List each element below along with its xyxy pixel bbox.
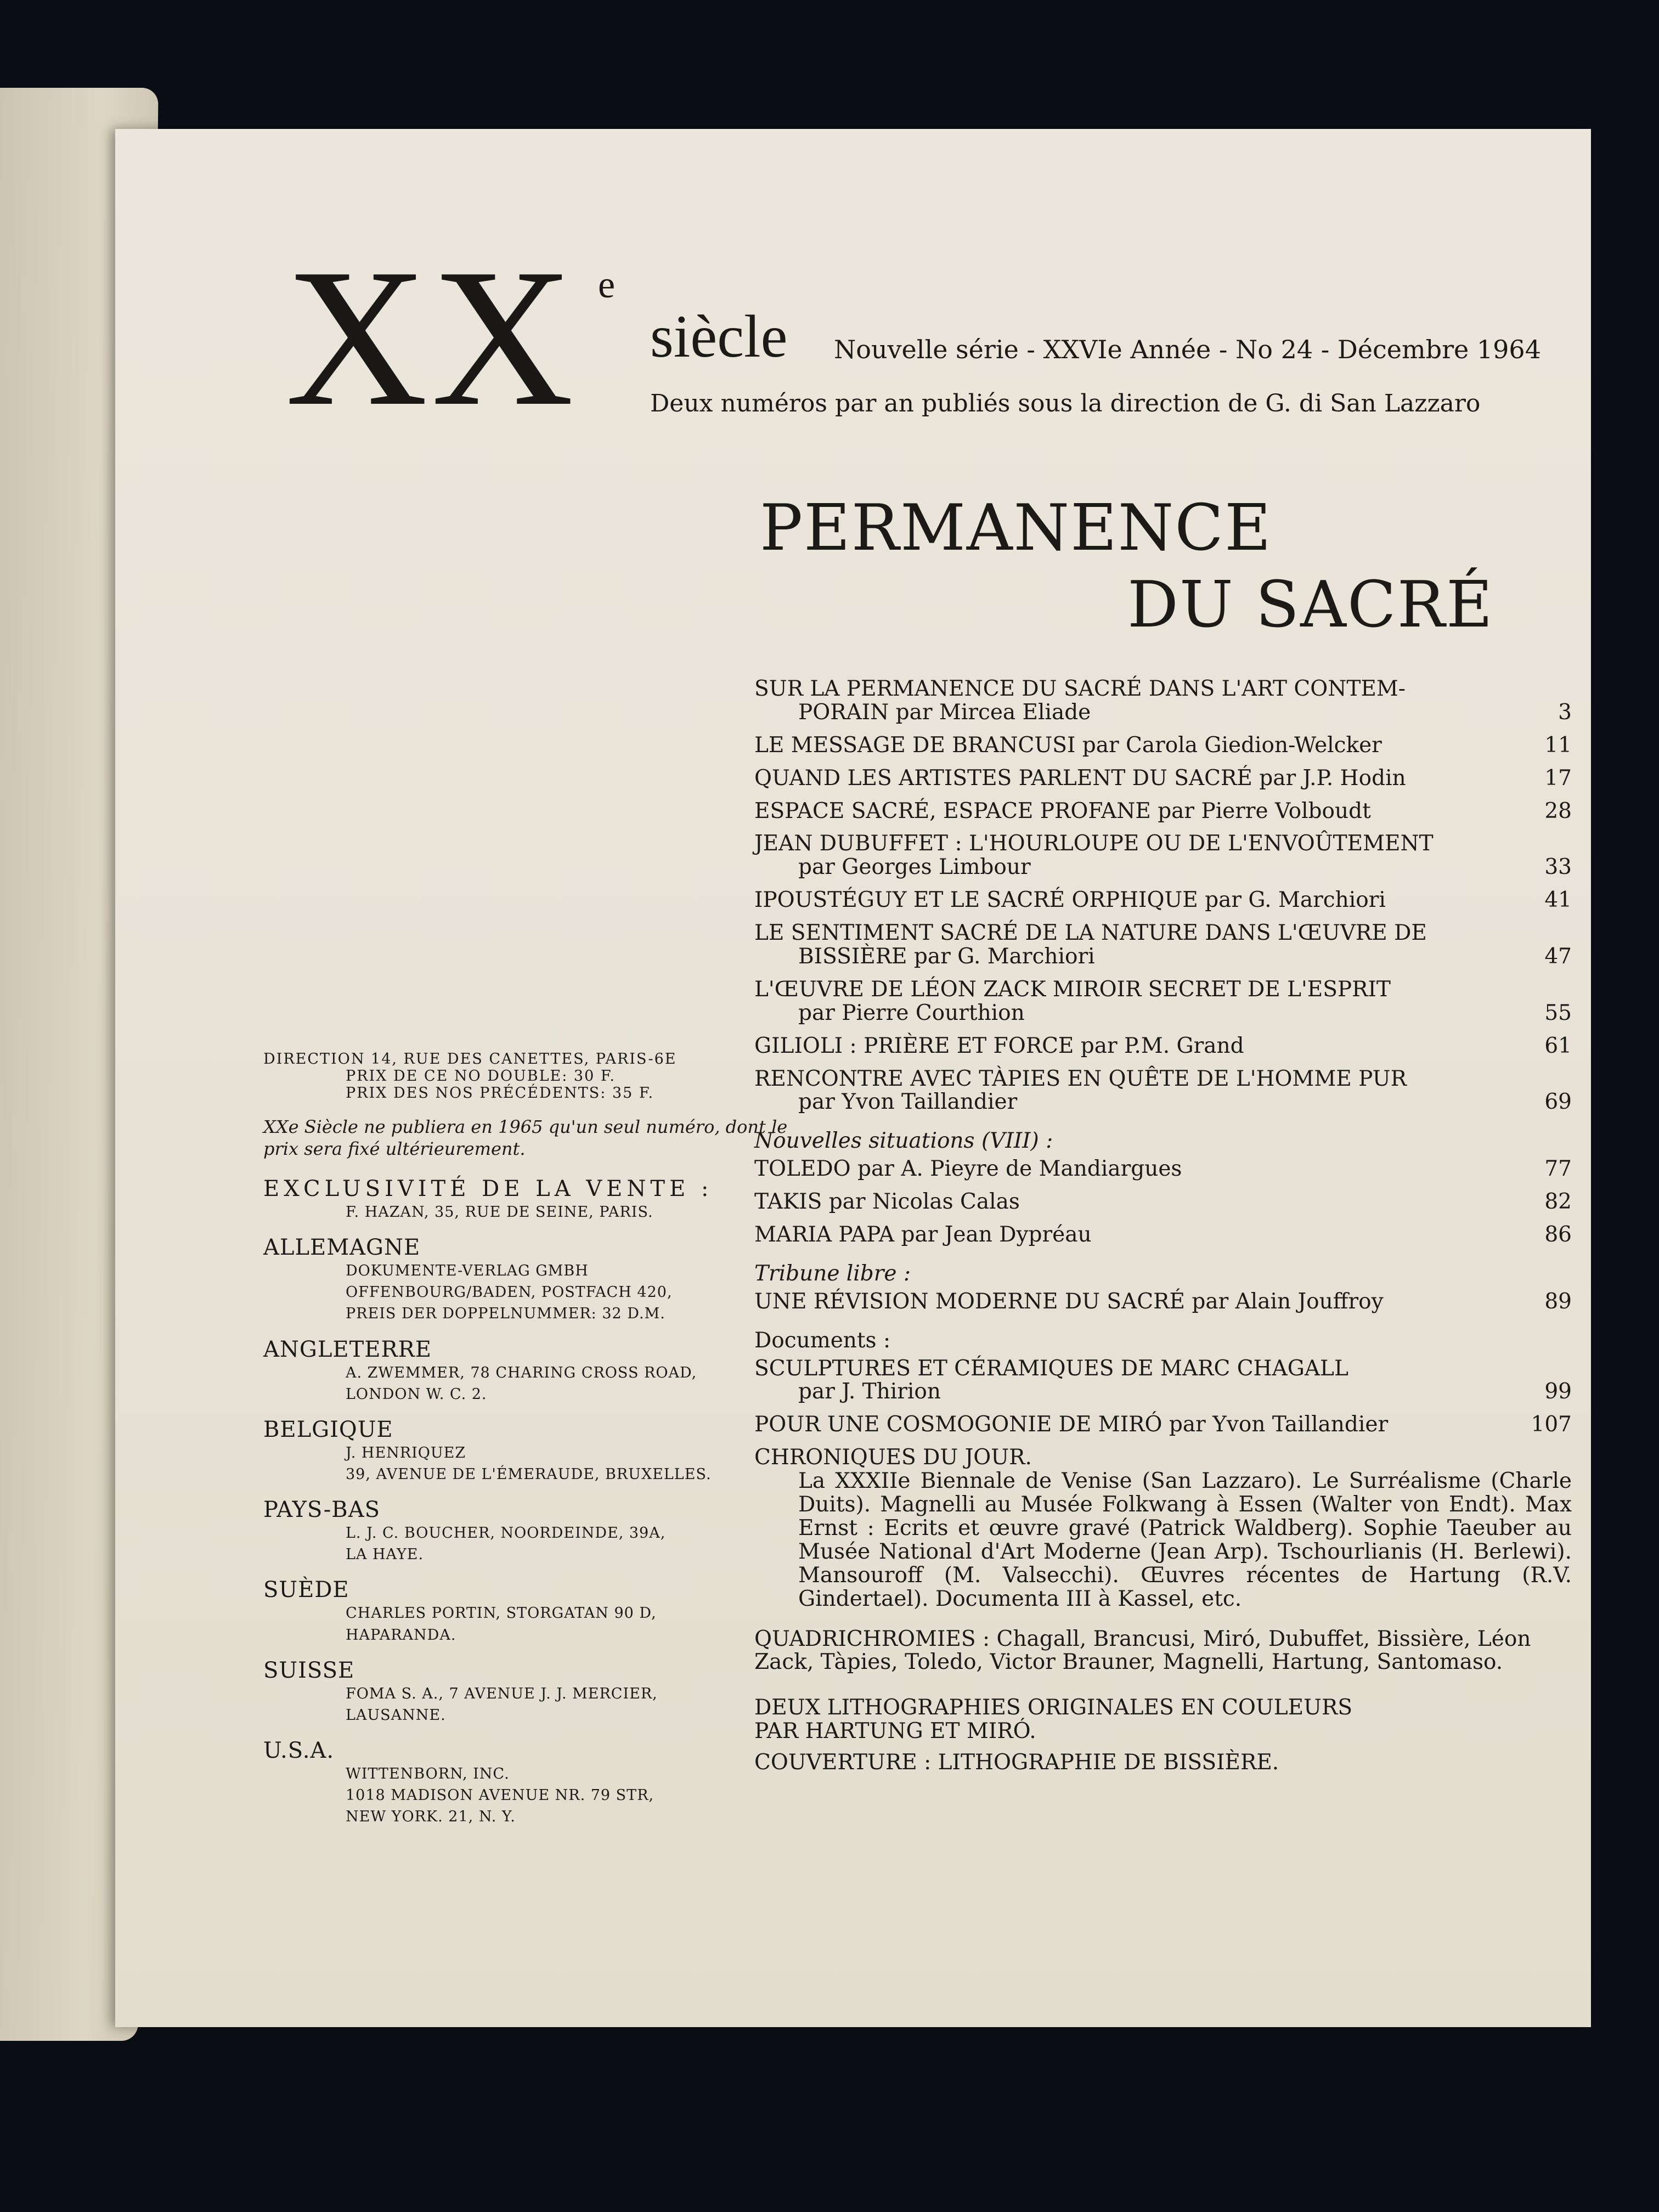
editorial-direction: Deux numéros par an publiés sous la direction de G. di San Lazzaro bbox=[650, 390, 1481, 417]
toc-entry-text bbox=[754, 832, 1528, 879]
toc-documents-list bbox=[754, 1357, 1572, 1437]
distributor-address-line: LONDON W. C. 2. bbox=[346, 1385, 487, 1403]
distributors-list bbox=[263, 1235, 817, 1827]
masthead-logo: XX bbox=[285, 228, 577, 447]
country-name: PAYS-BAS bbox=[263, 1497, 380, 1523]
toc-page-number: 11 bbox=[1544, 732, 1572, 758]
section-documents: Documents : bbox=[754, 1328, 891, 1353]
section-tribune: Tribune libre : bbox=[754, 1261, 911, 1286]
toc-entry-line2: PORAIN par Mircea Eliade bbox=[798, 699, 1091, 725]
toc-tribune-list bbox=[754, 1290, 1572, 1314]
toc-entry bbox=[754, 978, 1572, 1025]
toc-page-number: 47 bbox=[1544, 944, 1572, 969]
toc-entry bbox=[754, 767, 1572, 791]
direction-address: DIRECTION 14, RUE DES CANETTES, PARIS-6E bbox=[263, 1051, 677, 1068]
masthead-superscript: e bbox=[598, 264, 616, 306]
toc-entry-line2: par Pierre Courthion bbox=[798, 1000, 1025, 1025]
toc-page-number: 28 bbox=[1544, 798, 1572, 823]
quadrichromies-body: Chagall, Brancusi, Miró, Dubuffet, Bissière, Léon Zack, Tàpies, Toledo, Victor Brauner, Magnelli, Hartung, Santomaso. bbox=[754, 1626, 1531, 1675]
magazine-page bbox=[115, 129, 1591, 2027]
toc-entry-text bbox=[754, 1158, 1528, 1181]
lithographies-line2: PAR HARTUNG ET MIRÓ. bbox=[754, 1719, 1036, 1744]
distributor-address-line: A. ZWEMMER, 78 CHARING CROSS ROAD, bbox=[346, 1364, 697, 1381]
toc-page-number: 86 bbox=[1544, 1222, 1572, 1248]
toc-entry-line1: QUAND LES ARTISTES PARLENT DU SACRÉ par J.P. Hodin bbox=[754, 765, 1406, 791]
toc-entry bbox=[754, 1190, 1572, 1214]
toc-page-number: 69 bbox=[1544, 1090, 1572, 1115]
toc-entry bbox=[754, 832, 1572, 879]
issue-title-line1: PERMANENCE bbox=[760, 491, 1272, 565]
toc-page-number: 55 bbox=[1544, 1000, 1572, 1025]
toc-entry-line1: RENCONTRE AVEC TÀPIES EN QUÊTE DE L'HOMME PUR bbox=[754, 1066, 1407, 1091]
table-of-contents bbox=[754, 678, 1572, 1775]
distributor-address-line: CHARLES PORTIN, STORGATAN 90 D, bbox=[346, 1605, 657, 1622]
toc-entry-text bbox=[754, 1357, 1528, 1404]
toc-entry-line2: par J. Thirion bbox=[798, 1379, 941, 1404]
toc-entry-line1: SCULPTURES ET CÉRAMIQUES DE MARC CHAGALL bbox=[754, 1356, 1348, 1381]
chroniques-body: La XXXIIe Biennale de Venise (San Lazzaro). Le Surréalisme (Charle Duits). Magnelli au Musée Folkwang à Essen (Walter von Endt). Max Ernst : Ecrits et œuvre gravé (Patrick Waldberg). Sophie Taeuber au Musée National d'Art Moderne (Jean Arp). Tschourlianis (H. Berlewi). Mansouroff (M. Valsecchi). Œuvres récentes de Hartung (R.V. Gindertael). Documenta III à Kassel, etc. bbox=[798, 1469, 1572, 1611]
toc-entry bbox=[754, 734, 1572, 758]
price-previous: PRIX DES NOS PRÉCÉDENTS: 35 F. bbox=[346, 1085, 654, 1102]
distributor-address-line: DOKUMENTE-VERLAG GMBH bbox=[346, 1262, 589, 1280]
toc-entry-text bbox=[754, 1290, 1528, 1314]
distributor-address-line: L. J. C. BOUCHER, NOORDEINDE, 39A, bbox=[346, 1525, 666, 1542]
toc-entry-line1: ESPACE SACRÉ, ESPACE PROFANE par Pierre Volboudt bbox=[754, 798, 1371, 823]
toc-entry bbox=[754, 1158, 1572, 1181]
toc-entry-line1: TAKIS par Nicolas Calas bbox=[754, 1189, 1020, 1215]
toc-entry-text bbox=[754, 1035, 1528, 1058]
couverture-line: COUVERTURE : LITHOGRAPHIE DE BISSIÈRE. bbox=[754, 1750, 1279, 1775]
distributor-address-line: WITTENBORN, INC. bbox=[346, 1765, 510, 1782]
toc-page-number: 82 bbox=[1544, 1189, 1572, 1215]
toc-entry bbox=[754, 800, 1572, 823]
distributor-address-line: 1018 MADISON AVENUE NR. 79 STR, bbox=[346, 1787, 654, 1804]
toc-entry bbox=[754, 922, 1572, 969]
toc-entry-line2: par Georges Limbour bbox=[798, 855, 1031, 880]
toc-entry-text bbox=[754, 734, 1528, 758]
toc-page-number: 33 bbox=[1544, 855, 1572, 880]
exclusivite-address: F. HAZAN, 35, RUE DE SEINE, PARIS. bbox=[346, 1204, 653, 1221]
toc-entry-line1: LE MESSAGE DE BRANCUSI par Carola Giedion-Welcker bbox=[754, 732, 1382, 758]
price-current: PRIX DE CE NO DOUBLE: 30 F. bbox=[346, 1068, 616, 1085]
toc-entry-text bbox=[754, 1223, 1528, 1247]
toc-entry-line1: GILIOLI : PRIÈRE ET FORCE par P.M. Grand bbox=[754, 1033, 1244, 1058]
toc-entry-line1: UNE RÉVISION MODERNE DU SACRÉ par Alain Jouffroy bbox=[754, 1289, 1384, 1314]
toc-entry-line2: par Yvon Taillandier bbox=[798, 1090, 1018, 1115]
toc-page-number: 107 bbox=[1531, 1412, 1572, 1437]
toc-nouvelles-list bbox=[754, 1158, 1572, 1247]
country-name: ANGLETERRE bbox=[263, 1336, 432, 1362]
country-name: BELGIQUE bbox=[263, 1417, 393, 1442]
toc-entry-line1: TOLEDO par A. Pieyre de Mandiargues bbox=[754, 1156, 1182, 1182]
distributor-address-line: OFFENBOURG/BADEN, POSTFACH 420, bbox=[346, 1284, 673, 1301]
toc-entry-text bbox=[754, 678, 1528, 725]
toc-entry-line1: POUR UNE COSMOGONIE DE MIRÓ par Yvon Taillandier bbox=[754, 1412, 1389, 1437]
toc-main-list bbox=[754, 678, 1572, 1114]
section-nouvelles: Nouvelles situations (VIII) : bbox=[754, 1128, 1053, 1154]
distributor-address-line: NEW YORK. 21, N. Y. bbox=[346, 1808, 516, 1826]
toc-entry-line1: LE SENTIMENT SACRÉ DE LA NATURE DANS L'ŒUVRE DE bbox=[754, 921, 1427, 946]
toc-page-number: 3 bbox=[1558, 699, 1572, 725]
quadrichromies-block bbox=[754, 1628, 1572, 1675]
distributor-address-line: HAPARANDA. bbox=[346, 1626, 456, 1644]
toc-entry-text bbox=[754, 889, 1528, 912]
toc-entry bbox=[754, 1413, 1572, 1437]
quadrichromies-head: QUADRICHROMIES : bbox=[754, 1626, 990, 1651]
distributor-address-line: 39, AVENUE DE L'ÉMERAUDE, BRUXELLES. bbox=[346, 1465, 712, 1483]
toc-entry-text bbox=[754, 1068, 1528, 1115]
distributor-address-line: PREIS DER DOPPELNUMMER: 32 D.M. bbox=[346, 1305, 665, 1323]
toc-entry-line1: MARIA PAPA par Jean Dypréau bbox=[754, 1222, 1092, 1248]
toc-entry bbox=[754, 1068, 1572, 1115]
toc-entry-line1: SUR LA PERMANENCE DU SACRÉ DANS L'ART CONTEM- bbox=[754, 676, 1406, 701]
toc-page-number: 17 bbox=[1544, 765, 1572, 791]
toc-page-number: 41 bbox=[1544, 888, 1572, 913]
distributor-address-line: FOMA S. A., 7 AVENUE J. J. MERCIER, bbox=[346, 1685, 658, 1702]
masthead-siecle: siècle bbox=[650, 303, 788, 370]
toc-entry-text bbox=[754, 767, 1528, 791]
toc-entry-text bbox=[754, 1413, 1528, 1437]
country-name: ALLEMAGNE bbox=[263, 1235, 421, 1261]
toc-entry-text bbox=[754, 800, 1528, 823]
publisher-info bbox=[263, 1051, 817, 1827]
toc-entry bbox=[754, 1290, 1572, 1314]
exclusivite-heading: EXCLUSIVITÉ DE LA VENTE : bbox=[263, 1176, 713, 1201]
issue-title-line2: DU SACRÉ bbox=[1127, 568, 1494, 642]
toc-entry bbox=[754, 889, 1572, 912]
toc-entry-line1: L'ŒUVRE DE LÉON ZACK MIROIR SECRET DE L'ESPRIT bbox=[754, 977, 1391, 1002]
toc-entry-line1: IPOUSTÉGUY ET LE SACRÉ ORPHIQUE par G. Marchiori bbox=[754, 888, 1386, 913]
lithographies-line1: DEUX LITHOGRAPHIES ORIGINALES EN COULEURS bbox=[754, 1695, 1353, 1720]
toc-entry-text bbox=[754, 1190, 1528, 1214]
country-name: SUÈDE bbox=[263, 1577, 349, 1603]
toc-entry bbox=[754, 1035, 1572, 1058]
toc-entry-line1: JEAN DUBUFFET : L'HOURLOUPE OU DE L'ENVOÛTEMENT bbox=[754, 831, 1434, 856]
toc-entry bbox=[754, 678, 1572, 725]
distributor-address-line: J. HENRIQUEZ bbox=[346, 1444, 466, 1462]
toc-page-number: 61 bbox=[1544, 1033, 1572, 1058]
country-name: U.S.A. bbox=[263, 1737, 335, 1763]
issue-info: Nouvelle série - XXVIe Année - No 24 - Décembre 1964 bbox=[834, 335, 1541, 364]
chroniques-block bbox=[754, 1446, 1572, 1611]
toc-entry bbox=[754, 1223, 1572, 1247]
country-name: SUISSE bbox=[263, 1657, 355, 1683]
chroniques-head: CHRONIQUES DU JOUR. bbox=[754, 1445, 1032, 1470]
toc-entry-text bbox=[754, 922, 1528, 969]
toc-entry-text bbox=[754, 978, 1528, 1025]
distributor-address-line: LAUSANNE. bbox=[346, 1706, 446, 1724]
distributor-address-line: LA HAYE. bbox=[346, 1546, 424, 1564]
toc-entry-line2: BISSIÈRE par G. Marchiori bbox=[798, 944, 1095, 969]
toc-page-number: 77 bbox=[1544, 1156, 1572, 1182]
toc-page-number: 99 bbox=[1544, 1379, 1572, 1404]
toc-page-number: 89 bbox=[1544, 1289, 1572, 1314]
toc-entry bbox=[754, 1357, 1572, 1404]
publication-note: XXe Siècle ne publiera en 1965 qu'un seul numéro, dont le prix sera fixé ultérieurement. bbox=[263, 1116, 788, 1159]
lithographies-block bbox=[754, 1696, 1572, 1775]
